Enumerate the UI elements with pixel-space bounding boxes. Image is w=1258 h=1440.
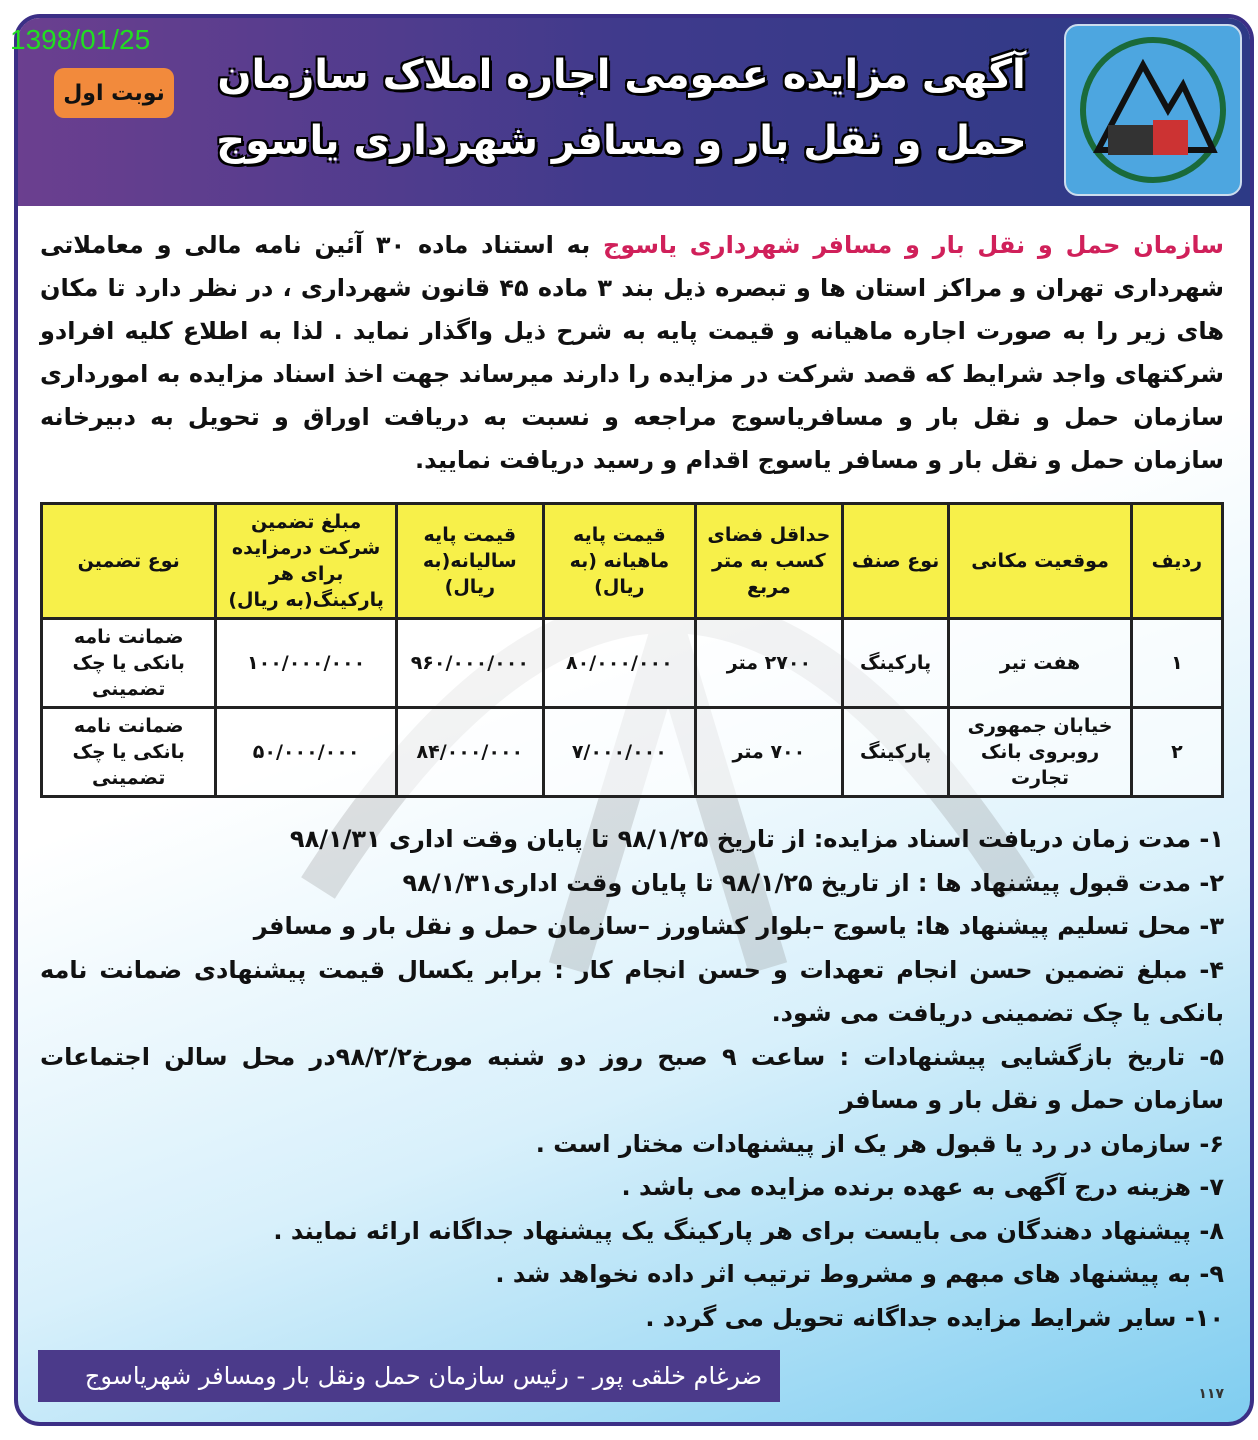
page-number: ۱۱۷ xyxy=(1198,1386,1224,1402)
cell: پارکینگ xyxy=(842,708,948,797)
ad-body xyxy=(18,206,1250,1340)
mountain-truck-logo-icon xyxy=(1073,30,1233,190)
header-cell: نوع تضمین xyxy=(42,504,216,619)
intro-text: به استناد ماده ۳۰ آئین نامه مالی و معاملاتی شهرداری تهران و مراکز استان ها و تبصره ذیل بند ۳ ماده ۴۵ قانون شهرداری ، در نظر دارد تا مکان های زیر را به صورت اجاره ماهیانه و قیمت پایه به شرح ذیل واگذار نماید . لذا به اطلاع کلیه افرادو شرکتهای واجد شرایط که قصد شرکت در مزایده را دارند میرساند جهت اخذ اسناد مزایده به امورداری سازمان حمل و نقل بار و مسافریاسوج مراجعه و نسبت به دریافت اوراق و تحویل به دبیرخانه سازمان حمل و نقل بار و مسافر یاسوج اقدام و رسید دریافت نمایید. xyxy=(40,231,1224,474)
signature-bar: ضرغام خلقی پور - رئیس سازمان حمل ونقل بار ومسافر شهریاسوج xyxy=(38,1350,780,1402)
cell: ۲۷۰۰ متر xyxy=(695,619,842,708)
header-cell: ردیف xyxy=(1131,504,1222,619)
cell: ۷/۰۰۰/۰۰۰ xyxy=(543,708,695,797)
advertisement-frame xyxy=(14,14,1254,1426)
list-item: ۹- به پیشنهاد های مبهم و مشروط ترتیب اثر داده نخواهد شد . xyxy=(495,1260,1224,1288)
cell: ۲ xyxy=(1131,708,1222,797)
list-item: ۸- پیشنهاد دهندگان می بایست برای هر پارکینگ یک پیشنهاد جداگانه ارائه نمایند . xyxy=(273,1216,1224,1245)
cell: ۱ xyxy=(1131,619,1222,708)
cell: ۷۰۰ متر xyxy=(695,708,842,797)
auction-table xyxy=(40,502,1224,798)
cell: ضمانت نامه بانکی یا چک تضمینی xyxy=(42,619,216,708)
cell: هفت تیر xyxy=(949,619,1131,708)
header-band xyxy=(18,18,1250,206)
intro-paragraph xyxy=(40,224,1224,482)
cell: پارکینگ xyxy=(842,619,948,708)
list-item: ۱۰- سایر شرایط مزایده جداگانه تحویل می گردد . xyxy=(645,1303,1224,1332)
table-header-row xyxy=(42,504,1223,619)
title-line-1: آگهی مزایده عمومی اجاره املاک سازمان xyxy=(217,52,1026,98)
header-cell: نوع صنف xyxy=(842,504,948,619)
conditions-list xyxy=(40,818,1224,1340)
header-cell: مبلغ تضمین شرکت درمزایده برای هر پارکینگ(به ریال) xyxy=(216,504,396,619)
organization-logo xyxy=(1064,24,1242,196)
cell: ۸۴/۰۰۰/۰۰۰ xyxy=(396,708,543,797)
first-notice-badge: نوبت اول xyxy=(54,68,174,118)
list-item: ۴- مبلغ تضمین حسن انجام تعهدات و حسن انجام کار : برابر یکسال قیمت پیشنهادی ضمانت نامه بانکی یا چک تضمینی دریافت می شود. xyxy=(40,955,1224,1027)
date-stamp: 1398/01/25 xyxy=(10,24,151,55)
list-item: ۲- مدت قبول پیشنهاد ها : از تاریخ ۹۸/۱/۲۵ تا پایان وقت اداری۹۸/۱/۳۱ xyxy=(402,868,1224,897)
title-line-2: حمل و نقل بار و مسافر شهرداری یاسوج xyxy=(216,118,1027,164)
cell: ۸۰/۰۰۰/۰۰۰ xyxy=(543,619,695,708)
cell: ۵۰/۰۰۰/۰۰۰ xyxy=(216,708,396,797)
list-item: ۶- سازمان در رد یا قبول هر یک از پیشنهادات مختار است . xyxy=(535,1129,1224,1158)
footer-row xyxy=(18,1340,1250,1422)
cell: ۱۰۰/۰۰۰/۰۰۰ xyxy=(216,619,396,708)
table-row xyxy=(42,708,1223,797)
cell: خیابان جمهوری روبروی بانک تجارت xyxy=(949,708,1131,797)
header-cell: حداقل فضای کسب به متر مربع xyxy=(695,504,842,619)
cell: ۹۶۰/۰۰۰/۰۰۰ xyxy=(396,619,543,708)
header-cell: قیمت پایه سالیانه(به ریال) xyxy=(396,504,543,619)
list-item: ۱- مدت زمان دریافت اسناد مزایده: از تاریخ ۹۸/۱/۲۵ تا پایان وقت اداری ۹۸/۱/۳۱ xyxy=(289,825,1224,853)
list-item: ۵- تاریخ بازگشایی پیشنهادات : ساعت ۹ صبح روز دو شنبه مورخ۹۸/۲/۲در محل سالن اجتماعات سازمان حمل و نقل بار و مسافر xyxy=(40,1042,1224,1114)
list-item: ۷- هزینه درج آگهی به عهده برنده مزایده می باشد . xyxy=(621,1173,1224,1201)
table-row xyxy=(42,619,1223,708)
ad-title xyxy=(193,42,1050,174)
header-cell: موقعیت مکانی xyxy=(949,504,1131,619)
list-item: ۳- محل تسلیم پیشنهاد ها: یاسوج –بلوار کشاورز –سازمان حمل و نقل بار و مسافر xyxy=(253,912,1224,940)
header-cell: قیمت پایه ماهیانه (به ریال) xyxy=(543,504,695,619)
organization-name: سازمان حمل و نقل بار و مسافر شهرداری یاسوج xyxy=(603,231,1224,259)
cell: ضمانت نامه بانکی یا چک تضمینی xyxy=(42,708,216,797)
